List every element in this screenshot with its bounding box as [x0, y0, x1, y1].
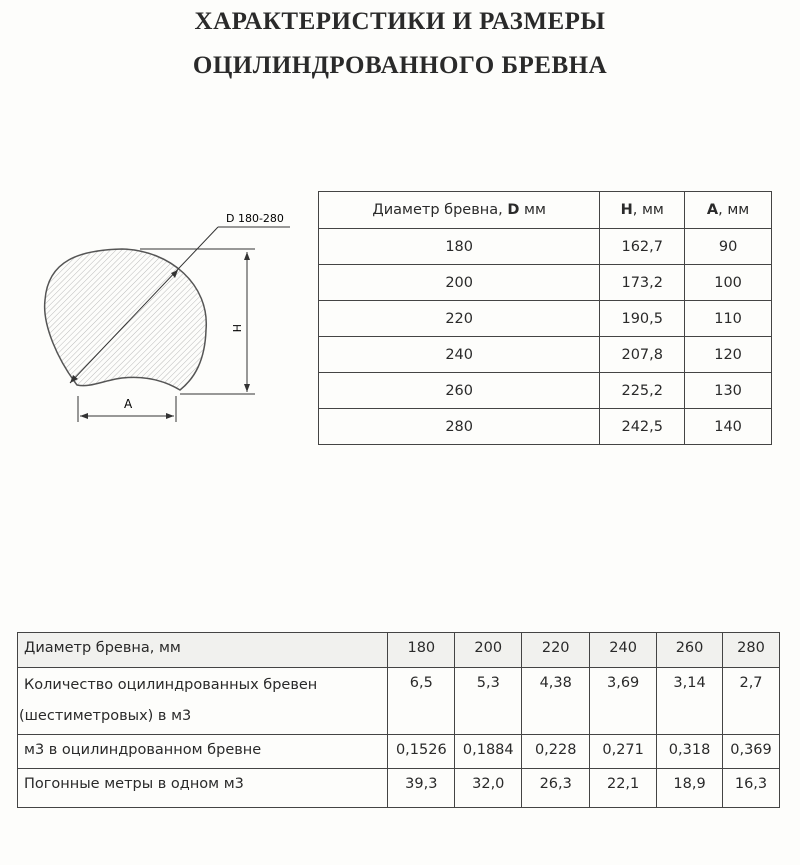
cell: 0,228: [522, 735, 590, 769]
height-label: H: [230, 324, 243, 333]
cell: 5,3: [455, 668, 522, 735]
log-cross-section-diagram: [30, 200, 310, 430]
cell: 39,3: [388, 769, 455, 808]
diameter-label: D 180-280: [226, 212, 284, 225]
cell: 110: [685, 301, 772, 337]
header-h: H, мм: [600, 192, 685, 229]
cell: Диаметр бревна, мм: [18, 633, 388, 668]
table-row: [18, 769, 780, 808]
cell: 16,3: [723, 769, 780, 808]
table-header-row: [18, 633, 780, 668]
table-row: [319, 265, 772, 301]
cell: 3,14: [657, 668, 723, 735]
cell: 18,9: [657, 769, 723, 808]
cell: 200: [455, 633, 522, 668]
cell: 200: [319, 265, 600, 301]
table-header-row: [319, 192, 772, 229]
cell: 260: [657, 633, 723, 668]
cell: 180: [319, 229, 600, 265]
cell: 140: [685, 409, 772, 445]
cell: 0,1884: [455, 735, 522, 769]
table-row: [18, 735, 780, 769]
row-label: Количество оцилиндрованных бревен (шестиметровых) в м3: [18, 668, 388, 735]
dimensions-table: [318, 191, 772, 445]
cell: 130: [685, 373, 772, 409]
cell: 100: [685, 265, 772, 301]
row-label: Погонные метры в одном м3: [18, 769, 388, 808]
cell: 90: [685, 229, 772, 265]
cell: 280: [319, 409, 600, 445]
table-row: [18, 668, 780, 735]
cell: 26,3: [522, 769, 590, 808]
header-a: A, мм: [685, 192, 772, 229]
table-row: [319, 337, 772, 373]
cell: 220: [319, 301, 600, 337]
table-row: [319, 229, 772, 265]
table-row: [319, 409, 772, 445]
cell: 0,369: [723, 735, 780, 769]
title-line-1: ХАРАКТЕРИСТИКИ И РАЗМЕРЫ: [194, 8, 606, 35]
cell: 2,7: [723, 668, 780, 735]
row-label: м3 в оцилиндрованном бревне: [18, 735, 388, 769]
cell: 22,1: [590, 769, 657, 808]
title-line-2: ОЦИЛИНДРОВАННОГО БРЕВНА: [192, 52, 608, 79]
cell: 225,2: [600, 373, 685, 409]
cell: 190,5: [600, 301, 685, 337]
header-diameter: Диаметр бревна, D мм: [319, 192, 600, 229]
cell: 180: [388, 633, 455, 668]
cell: 3,69: [590, 668, 657, 735]
cell: 4,38: [522, 668, 590, 735]
cell: 242,5: [600, 409, 685, 445]
cell: 207,8: [600, 337, 685, 373]
cell: 120: [685, 337, 772, 373]
cell: 0,318: [657, 735, 723, 769]
cell: 173,2: [600, 265, 685, 301]
cell: 280: [723, 633, 780, 668]
table-row: [319, 301, 772, 337]
cell: 162,7: [600, 229, 685, 265]
cell: 0,271: [590, 735, 657, 769]
volume-table: [17, 632, 780, 808]
table-row: [319, 373, 772, 409]
cell: 32,0: [455, 769, 522, 808]
cell: 260: [319, 373, 600, 409]
cell: 220: [522, 633, 590, 668]
cell: 240: [590, 633, 657, 668]
cell: 6,5: [388, 668, 455, 735]
cell: 0,1526: [388, 735, 455, 769]
log-profile: [45, 249, 207, 390]
width-label: A: [124, 397, 133, 411]
cell: 240: [319, 337, 600, 373]
